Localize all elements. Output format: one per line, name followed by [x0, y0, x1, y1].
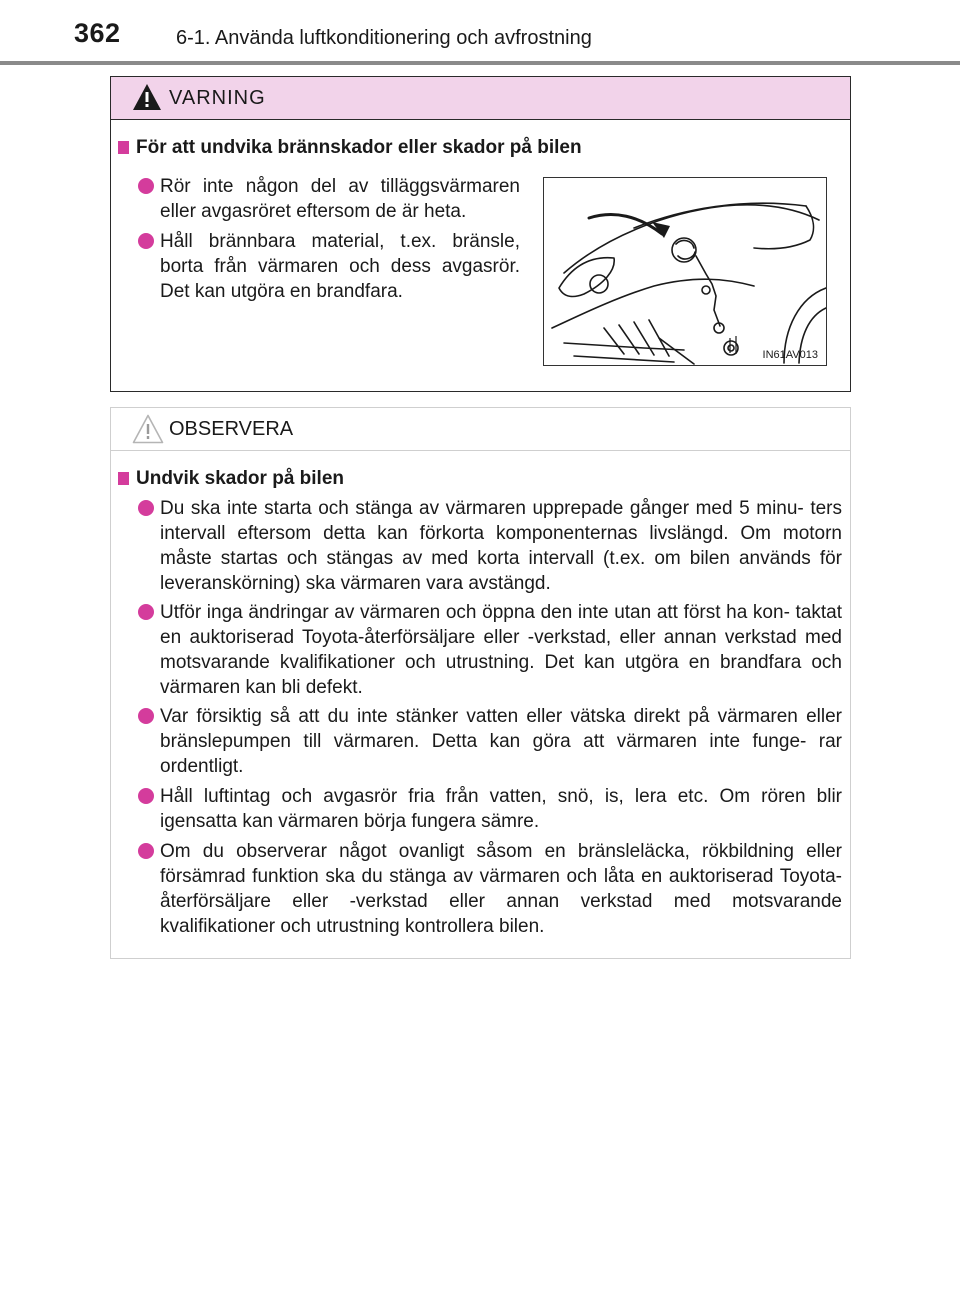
observera-item-text: Utför inga ändringar av värmaren och öppna den inte utan att först ha kon- taktat en auktoriserad Toyota-återförsäljare eller -verkstad, eller annan verkstad med motsvarande kvalifikationer och utrustning. Det kan utgöra en brandfara och värmaren kan bli defekt.: [160, 602, 842, 698]
observera-item: [138, 704, 842, 779]
observera-section-heading: [118, 468, 344, 490]
warning-item: [138, 174, 520, 224]
observera-item-text: Om du observerar något ovanligt såsom en bränsleläcka, rökbildning eller försämrad funktion ska du stänga av värmaren och låta en auktoriserad Toyota-återförsäljare eller -verkstad eller annan verkstad med motsvarande kvalifikationer och utrustning kontrollera bilen.: [160, 841, 842, 937]
header-rule: [0, 61, 960, 65]
warning-item-text: Rör inte någon del av tilläggsvärmaren eller avgasröret eftersom de är heta.: [160, 176, 520, 222]
caution-triangle-icon: [132, 414, 164, 444]
observera-section-title: Undvik skador på bilen: [136, 468, 344, 489]
warning-section-heading: [118, 137, 582, 159]
observera-title: OBSERVERA: [169, 418, 294, 440]
observera-item-text: Var försiktig så att du inte stänker vatten eller vätska direkt på värmaren eller bränslepumpen till värmaren. Detta kan göra att värmaren inte funge- rar ordentligt.: [160, 706, 842, 777]
car-front-illustration: [544, 178, 826, 365]
running-head: 6-1. Använda luftkonditionering och avfrostning: [176, 27, 592, 49]
square-bullet-icon: [118, 472, 129, 485]
image-code: IN61AV013: [762, 349, 818, 361]
bullet-dot-icon: [138, 178, 154, 194]
warning-triangle-icon: [132, 83, 162, 111]
observera-header: [111, 408, 850, 451]
bullet-dot-icon: [138, 604, 154, 620]
warning-title: VARNING: [169, 87, 266, 109]
observera-item-text: Håll luftintag och avgasrör fria från vatten, snö, is, lera etc. Om rören blir igensatta kan värmaren börja fungera sämre.: [160, 786, 842, 832]
warning-header: [111, 77, 850, 120]
heater-illustration: [543, 177, 827, 366]
observera-item: [138, 600, 842, 700]
bullet-dot-icon: [138, 708, 154, 724]
observera-item-text: Du ska inte starta och stänga av värmaren upprepade gånger med 5 minu- ters intervall eftersom detta kan förkorta komponenternas livslängd. Om motorn måste startas och stängas av med korta intervall (t.ex. om bilen används för leveranskörning) ska värmaren vara avstängd.: [160, 498, 842, 594]
warning-item: [138, 229, 520, 304]
warning-item-text: Håll brännbara material, t.ex. bränsle, borta från värmaren och dess avgasrör. Det kan utgöra en brandfara.: [160, 231, 520, 302]
bullet-dot-icon: [138, 233, 154, 249]
square-bullet-icon: [118, 141, 129, 154]
bullet-dot-icon: [138, 788, 154, 804]
observera-item: [138, 496, 842, 596]
page-number: 362: [74, 18, 121, 48]
observera-item: [138, 839, 842, 939]
bullet-dot-icon: [138, 843, 154, 859]
bullet-dot-icon: [138, 500, 154, 516]
observera-item: [138, 784, 842, 834]
warning-section-title: För att undvika brännskador eller skador på bilen: [136, 137, 582, 158]
